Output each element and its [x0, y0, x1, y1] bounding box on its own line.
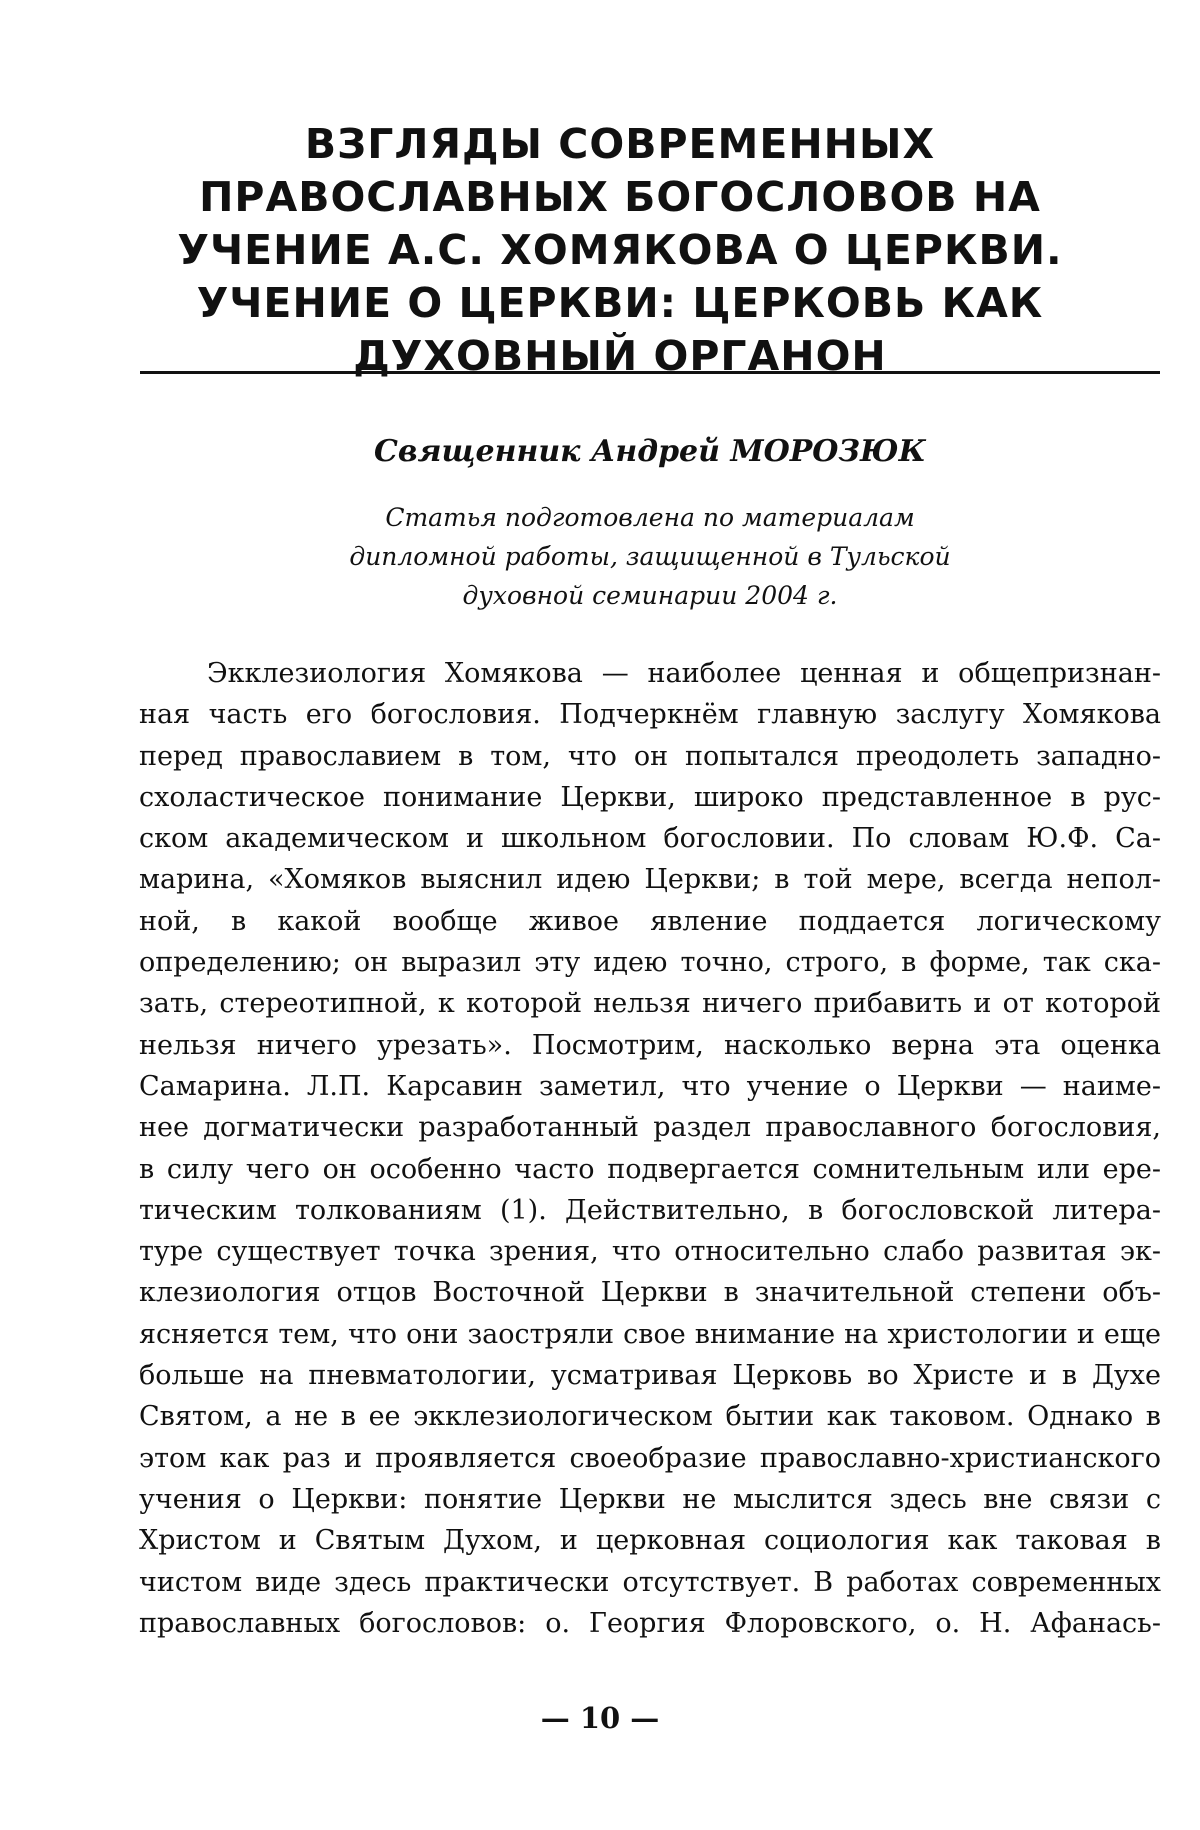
body-line: тическим толкованиям (1). Действительно, в богословской литера-: [139, 1194, 1161, 1226]
body-line: Самарина. Л.П. Карсавин заметил, что учение о Церкви — наиме-: [139, 1070, 1161, 1102]
body-line: определению; он выразил эту идею точно, строго, в форме, так ска-: [139, 947, 1161, 979]
body-line: туре существует точка зрения, что относительно слабо развитая эк-: [139, 1236, 1161, 1268]
body-line: перед православием в том, что он попытался преодолеть западно-: [139, 740, 1161, 772]
author-name: Священник Андрей МОРОЗЮК: [374, 434, 926, 469]
body-text: [139, 653, 1161, 1644]
note-line: духовной семинарии 2004 г.: [462, 581, 838, 610]
body-line: больше на пневматологии, усматривая Церковь во Христе и в Духе: [139, 1360, 1161, 1392]
body-line: ная часть его богословия. Подчеркнём главную заслугу Хомякова: [139, 699, 1161, 731]
title-line: УЧЕНИЕ А.С. ХОМЯКОВА О ЦЕРКВИ.: [177, 226, 1063, 274]
article-note: [150, 498, 1150, 615]
body-line: ной, в какой вообще живое явление поддается логическому: [139, 905, 1161, 937]
body-line: клезиология отцов Восточной Церкви в значительной степени объ-: [139, 1277, 1161, 1309]
body-line: Святом, а не в ее экклезиологическом бытии как таковом. Однако в: [139, 1401, 1161, 1433]
body-line: учения о Церкви: понятие Церкви не мыслится здесь вне связи с: [139, 1483, 1161, 1515]
body-line: нельзя ничего урезать». Посмотрим, насколько верна эта оценка: [139, 1029, 1161, 1061]
body-line: схоластическое понимание Церкви, широко представленное в рус-: [139, 781, 1161, 813]
note-line: дипломной работы, защищенной в Тульской: [349, 542, 951, 571]
body-line: ском академическом и школьном богословии. По словам Ю.Ф. Са-: [139, 823, 1161, 855]
body-line: в силу чего он особенно часто подвергается сомнительным или ере-: [139, 1153, 1161, 1185]
body-line: нее догматически разработанный раздел православного богословия,: [139, 1112, 1161, 1144]
body-line: этом как раз и проявляется своеобразие православно-христианского: [139, 1442, 1161, 1474]
body-line: Христом и Святым Духом, и церковная социология как таковая в: [139, 1525, 1161, 1557]
title-rule: [140, 371, 1160, 374]
note-line: Статья подготовлена по материалам: [385, 503, 915, 532]
article-title: [120, 118, 1120, 383]
body-line: чистом виде здесь практически отсутствует. В работах современных: [139, 1566, 1161, 1598]
title-line: ПРАВОСЛАВНЫХ БОГОСЛОВОВ НА: [199, 173, 1041, 221]
body-line: православных богословов: о. Георгия Флоровского, о. Н. Афанась-: [139, 1607, 1161, 1639]
title-line: ДУХОВНЫЙ ОРГАНОН: [353, 332, 887, 380]
page-number: — 10 —: [540, 1701, 660, 1735]
title-line: УЧЕНИЕ О ЦЕРКВИ: ЦЕРКОВЬ КАК: [196, 279, 1044, 327]
body-line: ясняется тем, что они заостряли свое внимание на христологии и еще: [139, 1318, 1161, 1350]
body-line: марина, «Хомяков выяснил идею Церкви; в той мере, всегда непол-: [139, 864, 1161, 896]
body-line: Экклезиология Хомякова — наиболее ценная и общепризнан-: [207, 658, 1161, 689]
title-line: ВЗГЛЯДЫ СОВРЕМЕННЫХ: [304, 120, 936, 168]
body-line: зать, стереотипной, к которой нельзя ничего прибавить и от которой: [139, 988, 1161, 1020]
